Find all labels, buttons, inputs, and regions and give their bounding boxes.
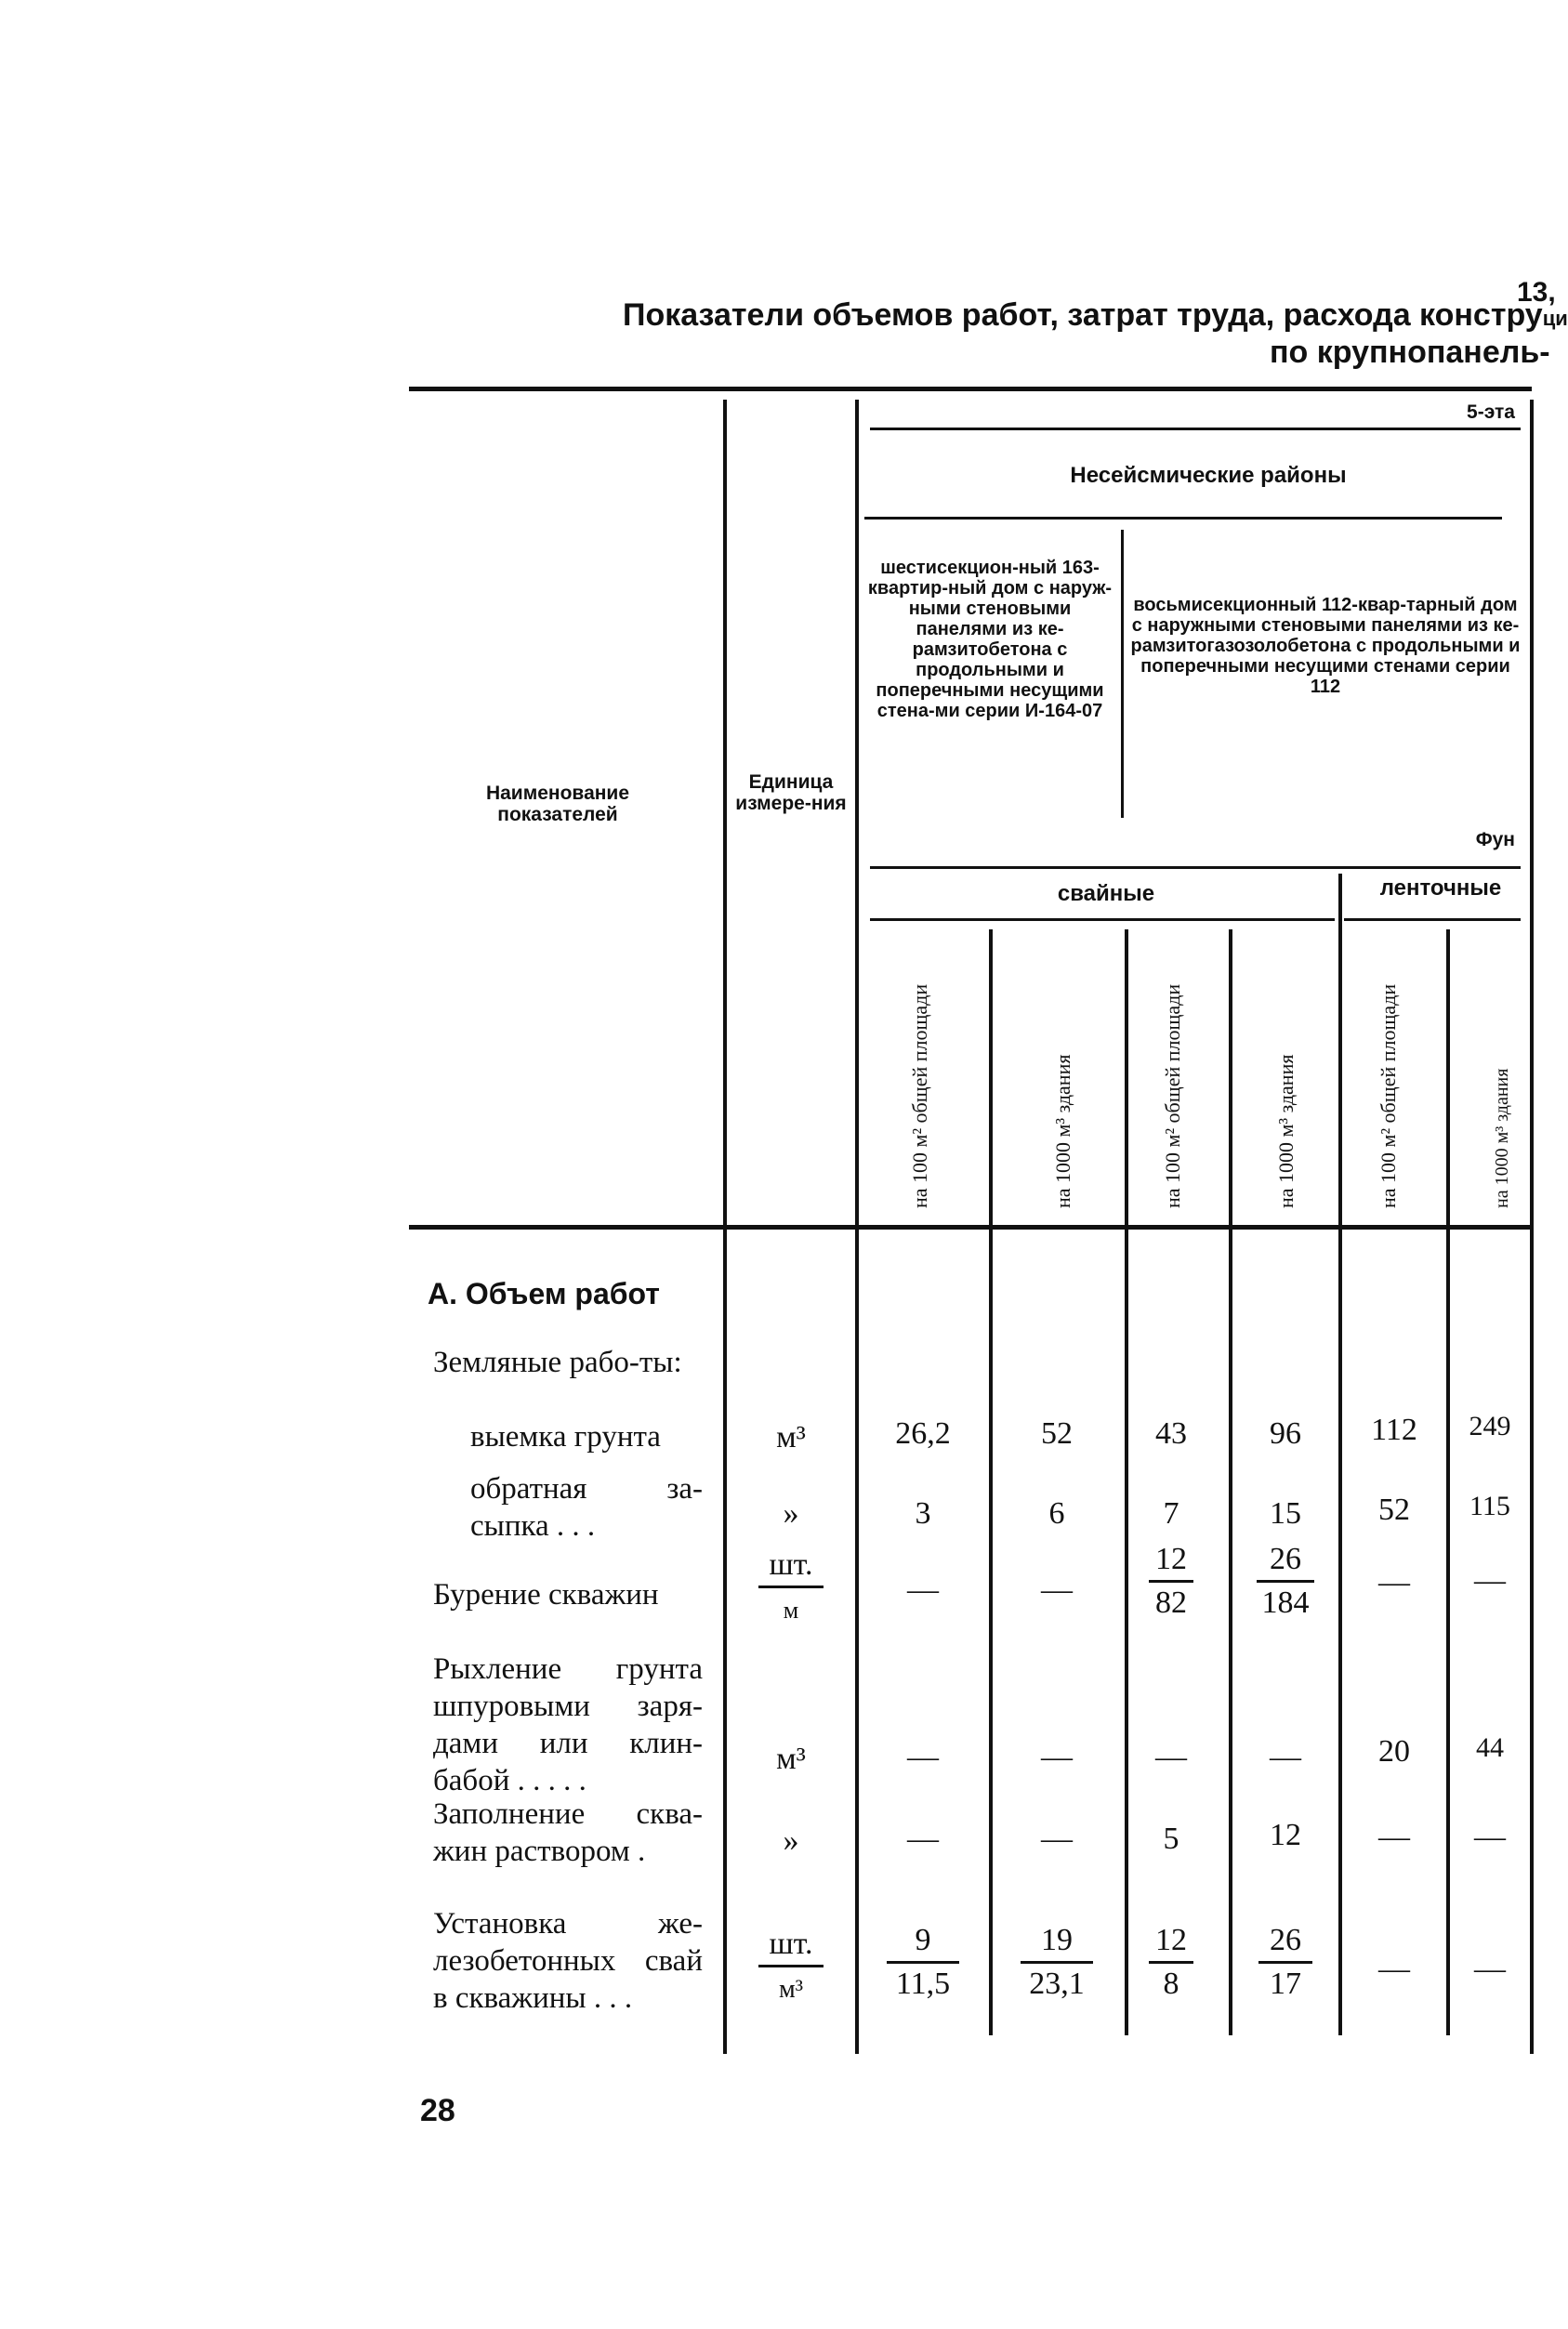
- unit-filling: »: [783, 1823, 799, 1858]
- cell-r4-c6: 44: [1476, 1732, 1504, 1763]
- cell-r6-c2: [996, 1920, 1117, 2005]
- col-rule-1: [723, 400, 727, 2054]
- cell-r2-c5: 52: [1378, 1493, 1410, 1527]
- col-rule-right: [1530, 400, 1534, 2054]
- col-rule-6: [1338, 874, 1342, 2035]
- cell-r3-c4-bottom: 184: [1261, 1586, 1310, 1620]
- cell-r5-c1: —: [907, 1822, 939, 1856]
- cell-r5-c4: 12: [1270, 1818, 1301, 1852]
- cell-r2-c6: 115: [1469, 1491, 1510, 1521]
- cell-r5-c5: —: [1378, 1820, 1410, 1854]
- cell-r6-c2-bottom: 23,1: [1029, 1967, 1085, 2001]
- title-text: Показатели объемов работ, затрат труда, расхода констру: [623, 297, 1543, 333]
- unit-backfill: »: [783, 1496, 799, 1531]
- cell-r4-c1: —: [907, 1740, 939, 1774]
- cell-r6-c4-bottom: 17: [1270, 1967, 1301, 2001]
- cell-r2-c3: 7: [1163, 1496, 1179, 1531]
- table-top-rule: [409, 387, 1532, 391]
- region-rule: [864, 517, 1502, 520]
- row-name-filling: Заполнение сква-жин раствором .: [433, 1797, 703, 1868]
- cell-r6-c2-top: 19: [1041, 1923, 1073, 1957]
- col-rule-4: [1125, 929, 1128, 2035]
- subheader-volume-1: на 1000 м³ здания: [1051, 1054, 1074, 1208]
- col-rule-5: [1229, 929, 1232, 2035]
- cell-r1-c6: 249: [1469, 1411, 1511, 1441]
- row-name-drilling: Бурение скважин: [433, 1578, 659, 1612]
- unit-excavation: м³: [776, 1420, 806, 1454]
- unit-column-header: Единица измере-ния: [735, 771, 847, 814]
- cell-r2-c1: 3: [915, 1496, 931, 1531]
- cell-r4-c5: 20: [1378, 1734, 1410, 1769]
- pile-label: свайные: [1057, 881, 1155, 906]
- unit-loosening: м³: [776, 1742, 806, 1776]
- subheader-volume-2: на 1000 м³ здания: [1274, 1054, 1298, 1208]
- row-name-earthworks: Земляные рабо-ты:: [433, 1346, 682, 1379]
- cell-r4-c4: —: [1270, 1740, 1301, 1774]
- region-label: Несейсмические районы: [1070, 463, 1347, 488]
- cell-r6-c4-top: 26: [1270, 1923, 1301, 1957]
- cell-r6-c5: —: [1378, 1952, 1410, 1986]
- page-title-line1: [623, 297, 1568, 334]
- row-name-loosening: Рыхление грунта шпуровыми заря-дами или клин-бабой . . . . .: [433, 1652, 703, 1797]
- cell-r1-c1: 26,2: [895, 1416, 951, 1451]
- cell-r3-c4: [1232, 1539, 1338, 1624]
- cell-r3-c3-bottom: 82: [1155, 1586, 1187, 1620]
- cell-r6-c1-bottom: 11,5: [895, 1967, 951, 2001]
- cell-r3-c6: —: [1474, 1563, 1506, 1598]
- floors-rule: [870, 428, 1521, 430]
- strip-rule: [1344, 918, 1521, 921]
- unit-drilling-top: шт.: [769, 1547, 813, 1582]
- cell-r3-c5: —: [1378, 1565, 1410, 1599]
- cell-r5-c6: —: [1474, 1820, 1506, 1854]
- cell-r1-c2: 52: [1041, 1416, 1073, 1451]
- cell-r6-c4: [1232, 1920, 1338, 2005]
- cell-r2-c4: 15: [1270, 1496, 1301, 1531]
- building-b-desc: восьмисекционный 112-квар-тарный дом с наружными стеновыми панелями из ке-рамзитогазозолобетона с продольными и поперечными несущими стенами серии 112: [1130, 595, 1521, 697]
- foundation-rule: [870, 866, 1521, 869]
- title-tail: ци: [1542, 307, 1568, 330]
- cell-r6-c3-top: 12: [1155, 1923, 1187, 1957]
- header-bottom-rule: [409, 1225, 1532, 1230]
- cell-r6-c3: [1115, 1920, 1227, 2005]
- cell-r6-c1: [863, 1920, 983, 2005]
- cell-r2-c2: 6: [1048, 1496, 1065, 1531]
- subheader-volume-3: на 1000 м³ здания: [1492, 1068, 1512, 1208]
- name-column-header: Наименование показателей: [485, 783, 630, 825]
- cell-r5-c3: 5: [1163, 1822, 1179, 1856]
- unit-drilling-bottom: м: [783, 1597, 799, 1624]
- unit-drilling: [731, 1545, 851, 1631]
- building-a-desc: шестисекцион-ный 163-квартир-ный дом с наруж-ными стеновыми панелями из ке-рамзитобетона с продольными и поперечными несущими стена-ми серии И-164-07: [867, 558, 1113, 721]
- cell-r3-c3: [1115, 1539, 1227, 1624]
- section-a-heading: А. Объем работ: [428, 1277, 660, 1310]
- subheader-area-3: на 100 м² общей площади: [1377, 983, 1400, 1208]
- page-number: 28: [420, 2093, 455, 2128]
- row-name-backfill: обратная за-сыпка . . .: [470, 1472, 703, 1543]
- col-rule-building: [1121, 530, 1124, 818]
- floors-label: 5-эта: [1467, 401, 1515, 423]
- cell-r4-c2: —: [1041, 1740, 1073, 1774]
- col-rule-7: [1446, 929, 1450, 2035]
- cell-r4-c3: —: [1155, 1740, 1187, 1774]
- strip-label: ленточные: [1379, 875, 1502, 901]
- page-corner-number: 13,: [1517, 277, 1556, 308]
- cell-r6-c1-top: 9: [915, 1923, 931, 1957]
- foundation-label: Фун: [1475, 829, 1515, 850]
- cell-r1-c5: 112: [1371, 1413, 1417, 1447]
- cell-r5-c2: —: [1041, 1822, 1073, 1856]
- unit-piles-top: шт.: [769, 1927, 813, 1961]
- row-name-excavation: выемка грунта: [470, 1420, 661, 1454]
- subheader-area-2: на 100 м² общей площади: [1161, 983, 1184, 1208]
- page-title-line2: по крупнопанель-: [1270, 335, 1550, 370]
- cell-r6-c3-bottom: 8: [1163, 1967, 1179, 2001]
- cell-r1-c3: 43: [1155, 1416, 1187, 1451]
- unit-piles-bottom: м³: [778, 1975, 804, 2004]
- cell-r3-c1: —: [907, 1572, 939, 1607]
- cell-r3-c3-top: 12: [1155, 1542, 1187, 1576]
- unit-piles: [731, 1924, 851, 2010]
- subheader-area-1: на 100 м² общей площади: [908, 983, 931, 1208]
- col-rule-2: [855, 400, 859, 2054]
- pile-rule: [870, 918, 1335, 921]
- cell-r3-c4-top: 26: [1270, 1542, 1301, 1576]
- cell-r1-c4: 96: [1270, 1416, 1301, 1451]
- col-rule-3: [989, 929, 993, 2035]
- cell-r3-c2: —: [1041, 1572, 1073, 1607]
- cell-r6-c6: —: [1474, 1952, 1506, 1986]
- row-name-piles: Установка же-лезобетонных свай в скважины . . .: [433, 1907, 703, 2015]
